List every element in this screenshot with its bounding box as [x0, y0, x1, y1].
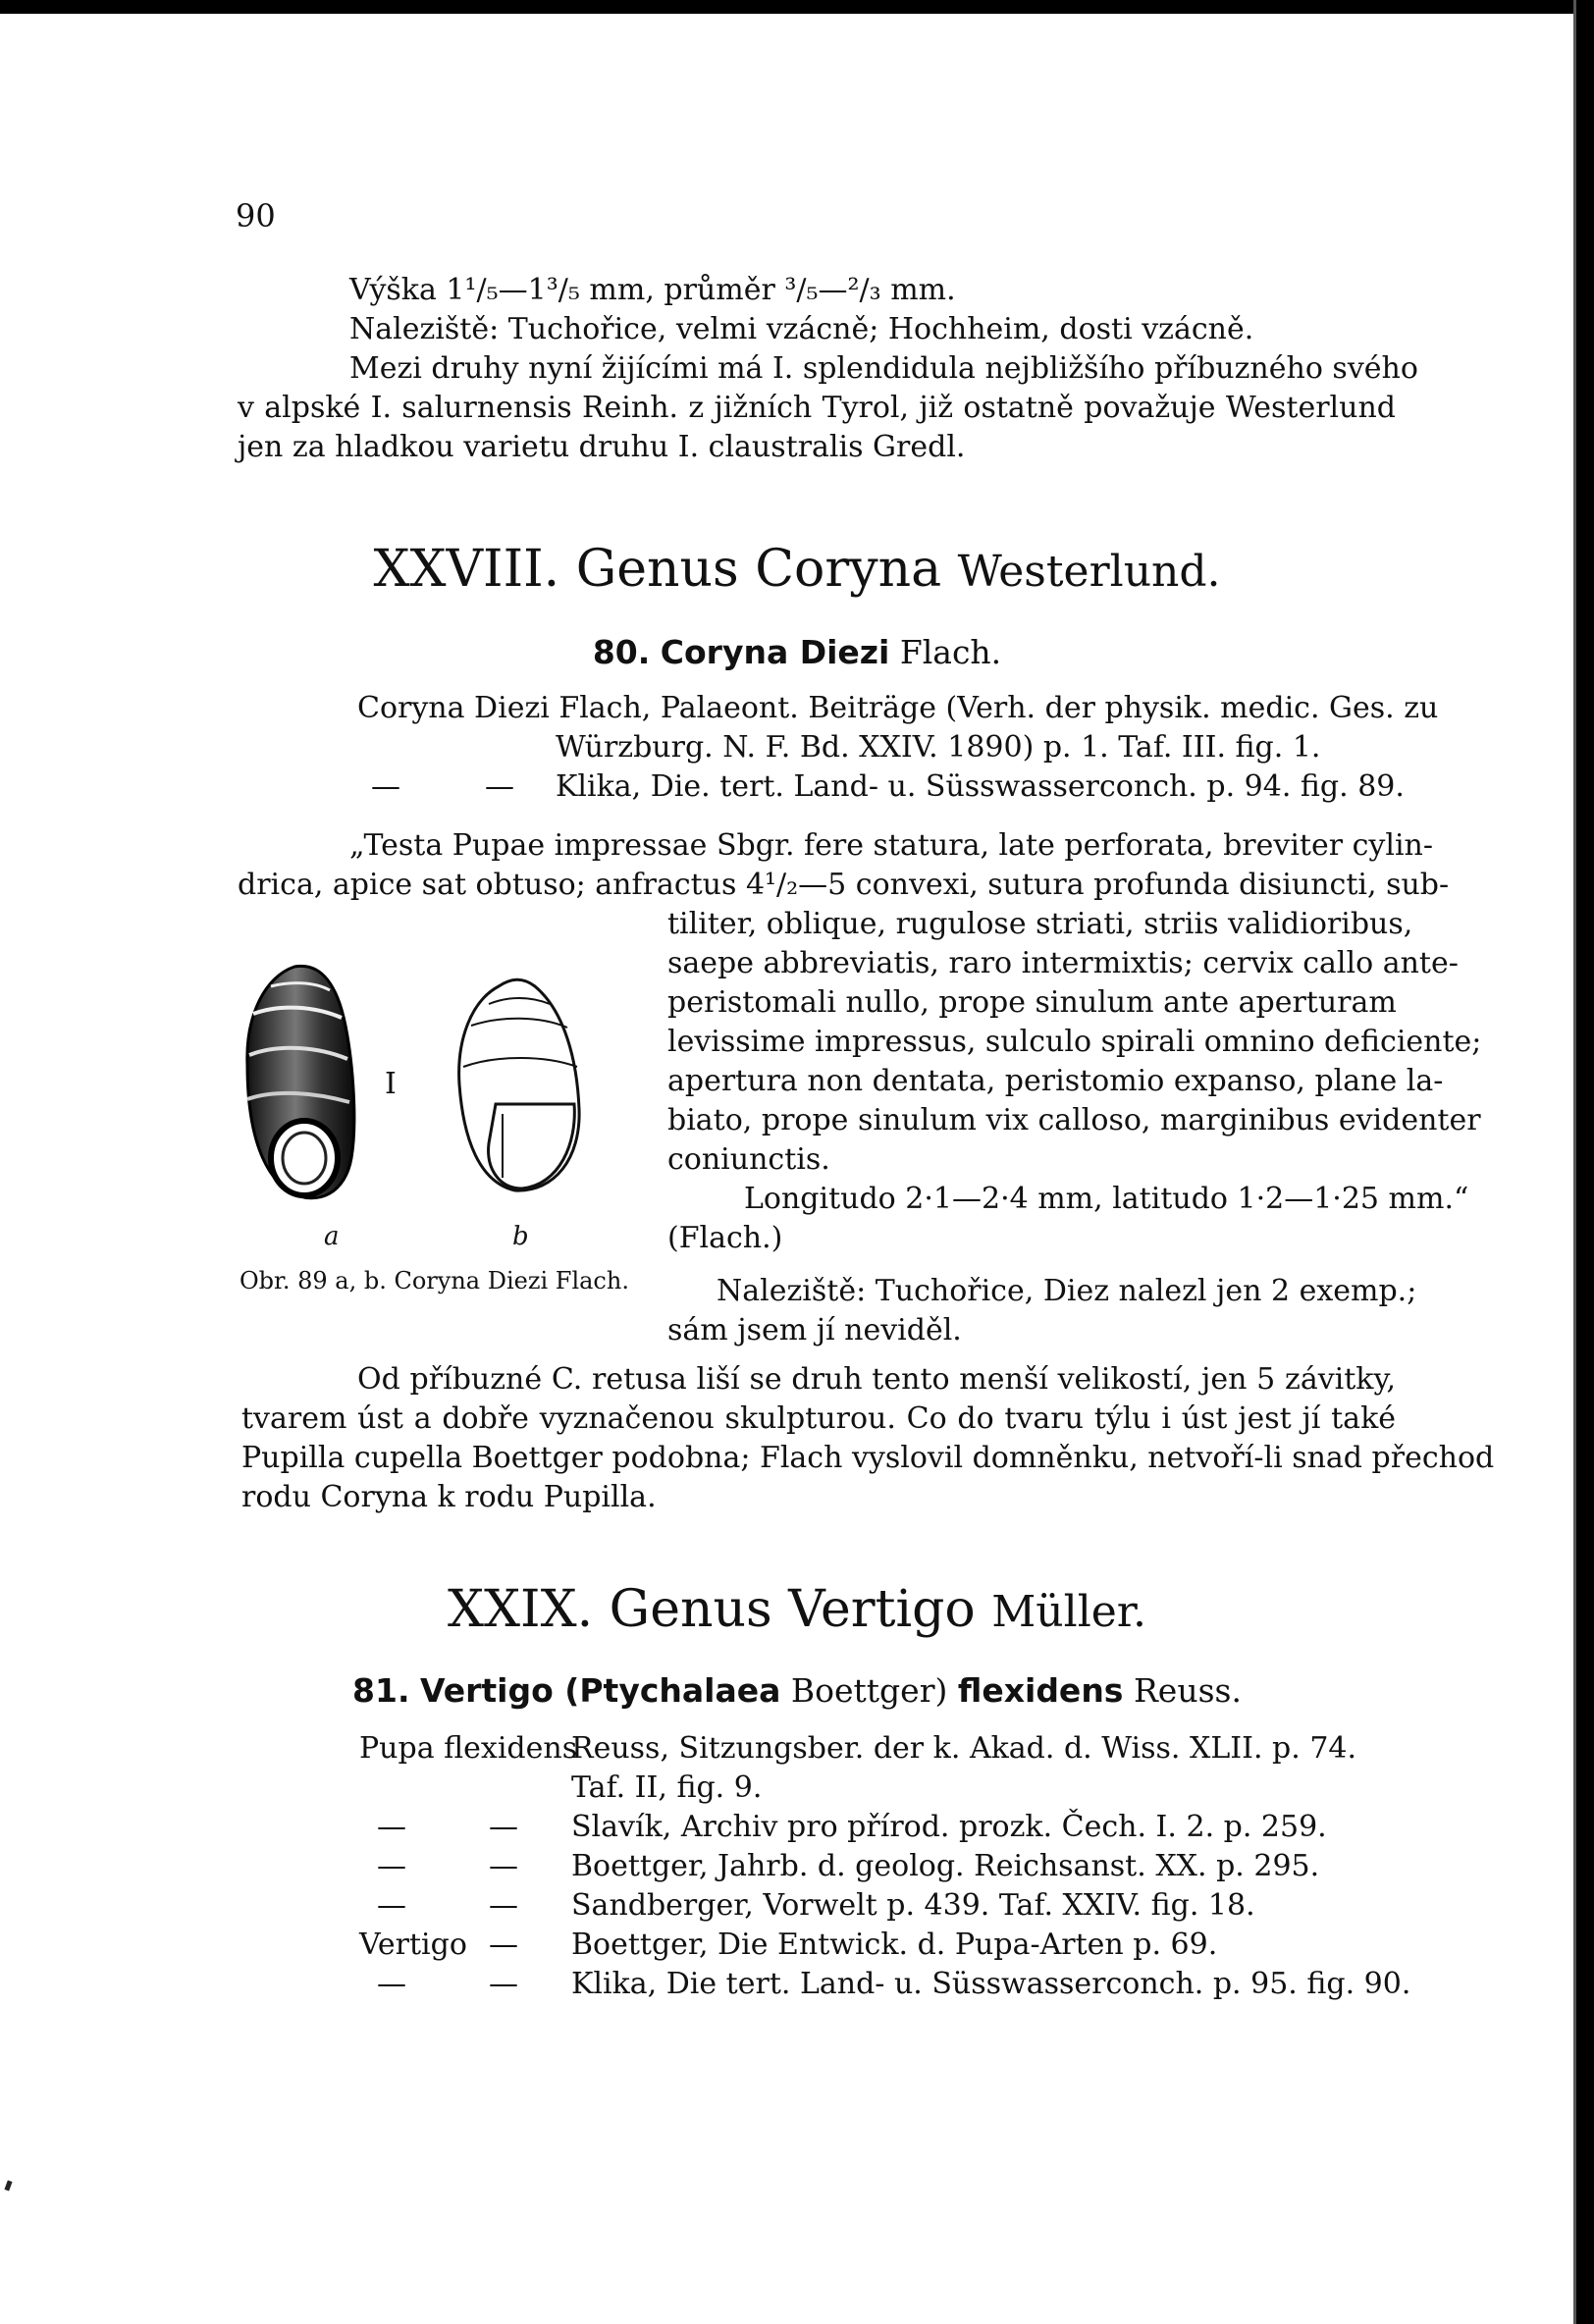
- reference-line: Sandberger, Vorwelt p. 439. Taf. XXIV. fig. 18.: [571, 1888, 1255, 1923]
- closing-line: Pupilla cupella Boettger podobna; Flach vyslovil domněnku, netvoří-li snad přechod: [241, 1441, 1495, 1475]
- closing-line: rodu Coryna k rodu Pupilla.: [241, 1480, 657, 1514]
- snail-illustration: [236, 957, 667, 1202]
- species-name: Vertigo (Ptychalaea: [420, 1671, 781, 1710]
- intro-line: Mezi druhy nyní žijícími má I. splendidula nejbližšího příbuzného svého: [349, 351, 1418, 386]
- species-subauthor: Boettger): [790, 1671, 948, 1710]
- scan-border-top: [0, 0, 1594, 14]
- reference-dash: —: [377, 1849, 406, 1883]
- scan-border-right: [1576, 0, 1594, 2324]
- scan-border-shadow: [1573, 0, 1576, 2324]
- species-author: Reuss.: [1133, 1671, 1242, 1710]
- reference-dash: —: [489, 1928, 518, 1962]
- reference-dash: —: [377, 1810, 406, 1844]
- genus-title: XXVIII. Genus Coryna: [373, 540, 942, 599]
- page-number: 90: [236, 197, 276, 235]
- figure-label-a: a: [324, 1222, 340, 1251]
- description-line: Naleziště: Tuchořice, Diez nalezl jen 2 exemp.;: [717, 1274, 1417, 1308]
- species-author: Flach.: [899, 633, 1002, 671]
- genus-author: Westerlund.: [957, 547, 1221, 597]
- genus-heading: [0, 1580, 1594, 1642]
- description-line: peristomali nullo, prope sinulum ante aperturam: [667, 985, 1397, 1020]
- intro-line: Naleziště: Tuchořice, velmi vzácně; Hochheim, dosti vzácně.: [349, 312, 1254, 346]
- intro-line: Výška 1¹/₅—1³/₅ mm, průměr ³/₅—²/₃ mm.: [349, 273, 956, 307]
- figure-label-I: I: [385, 1067, 397, 1101]
- reference-genus: Vertigo: [359, 1928, 467, 1962]
- description-line: saepe abbreviatis, raro intermixtis; cervix callo ante-: [667, 946, 1459, 980]
- reference-dash: —: [489, 1888, 518, 1923]
- reference-dash: —: [485, 769, 514, 804]
- scan-speck: [4, 2180, 12, 2191]
- intro-line: v alpské I. salurnensis Reinh. z jižních Tyrol, již ostatně považuje Westerlund: [238, 391, 1396, 425]
- intro-line: jen za hladkou varietu druhu I. claustralis Gredl.: [238, 430, 966, 464]
- reference-line: Boettger, Jahrb. d. geolog. Reichsanst. XX. p. 295.: [571, 1849, 1320, 1883]
- description-line: tiliter, oblique, rugulose striati, striis validioribus,: [667, 907, 1413, 941]
- reference-line: Taf. II, fig. 9.: [571, 1770, 763, 1805]
- figure-label-b: b: [512, 1222, 529, 1251]
- figure-caption: Obr. 89 a, b. Coryna Diezi Flach.: [239, 1267, 629, 1294]
- reference-line: Würzburg. N. F. Bd. XXIV. 1890) p. 1. Taf. III. fig. 1.: [556, 730, 1321, 765]
- species-number: 80.: [592, 633, 651, 671]
- closing-line: Od příbuzné C. retusa liší se druh tento menší velikostí, jen 5 závitky,: [357, 1362, 1396, 1397]
- description-line: biato, prope sinulum vix calloso, marginibus evidenter: [667, 1103, 1481, 1137]
- shell-b-drawing: [459, 979, 579, 1190]
- reference-line: Klika, Die. tert. Land- u. Süsswasserconch. p. 94. fig. 89.: [556, 769, 1405, 804]
- figure-89: [236, 957, 667, 1271]
- description-line: levissime impressus, sulculo spirali omnino deficiente;: [667, 1025, 1482, 1059]
- species-heading: [0, 632, 1594, 673]
- reference-dash: —: [489, 1849, 518, 1883]
- description-line: drica, apice sat obtuso; anfractus 4¹/₂—5 convexi, sutura profunda disiuncti, sub-: [238, 868, 1450, 902]
- closing-line: tvarem úst a dobře vyznačenou skulpturou. Co do tvaru týlu i úst jest jí také: [241, 1401, 1396, 1436]
- reference-dash: —: [489, 1810, 518, 1844]
- genus-title: XXIX. Genus Vertigo: [448, 1580, 976, 1639]
- reference-line: Coryna Diezi Flach, Palaeont. Beiträge (Verh. der physik. medic. Ges. zu: [357, 691, 1439, 725]
- description-line: Longitudo 2·1—2·4 mm, latitudo 1·2—1·25 mm.“: [744, 1182, 1469, 1216]
- reference-dash: —: [377, 1967, 406, 2001]
- genus-heading: [0, 540, 1594, 602]
- shell-a-drawing: [247, 966, 354, 1197]
- description-line: sám jsem jí neviděl.: [667, 1313, 962, 1347]
- description-line: (Flach.): [667, 1221, 783, 1255]
- species-heading: [0, 1670, 1594, 1712]
- reference-line: Boettger, Die Entwick. d. Pupa-Arten p. 69.: [571, 1928, 1218, 1962]
- reference-line: Klika, Die tert. Land- u. Süsswasserconch. p. 95. fig. 90.: [571, 1967, 1411, 2001]
- reference-line: Slavík, Archiv pro přírod. prozk. Čech. I. 2. p. 259.: [571, 1810, 1327, 1844]
- reference-dash: —: [371, 769, 400, 804]
- reference-dash: —: [377, 1888, 406, 1923]
- description-line: coniunctis.: [667, 1142, 830, 1177]
- species-number: 81.: [352, 1671, 410, 1710]
- description-line: „Testa Pupae impressae Sbgr. fere statura, late perforata, breviter cylin-: [349, 828, 1434, 863]
- reference-genus: Pupa flexidens: [359, 1731, 578, 1766]
- reference-dash: —: [489, 1967, 518, 2001]
- genus-author: Müller.: [991, 1587, 1146, 1637]
- reference-line: Reuss, Sitzungsber. der k. Akad. d. Wiss. XLII. p. 74.: [571, 1731, 1357, 1766]
- description-line: apertura non dentata, peristomio expanso, plane la-: [667, 1064, 1444, 1098]
- species-name: Coryna Diezi: [660, 633, 890, 671]
- species-name: flexidens: [957, 1671, 1124, 1710]
